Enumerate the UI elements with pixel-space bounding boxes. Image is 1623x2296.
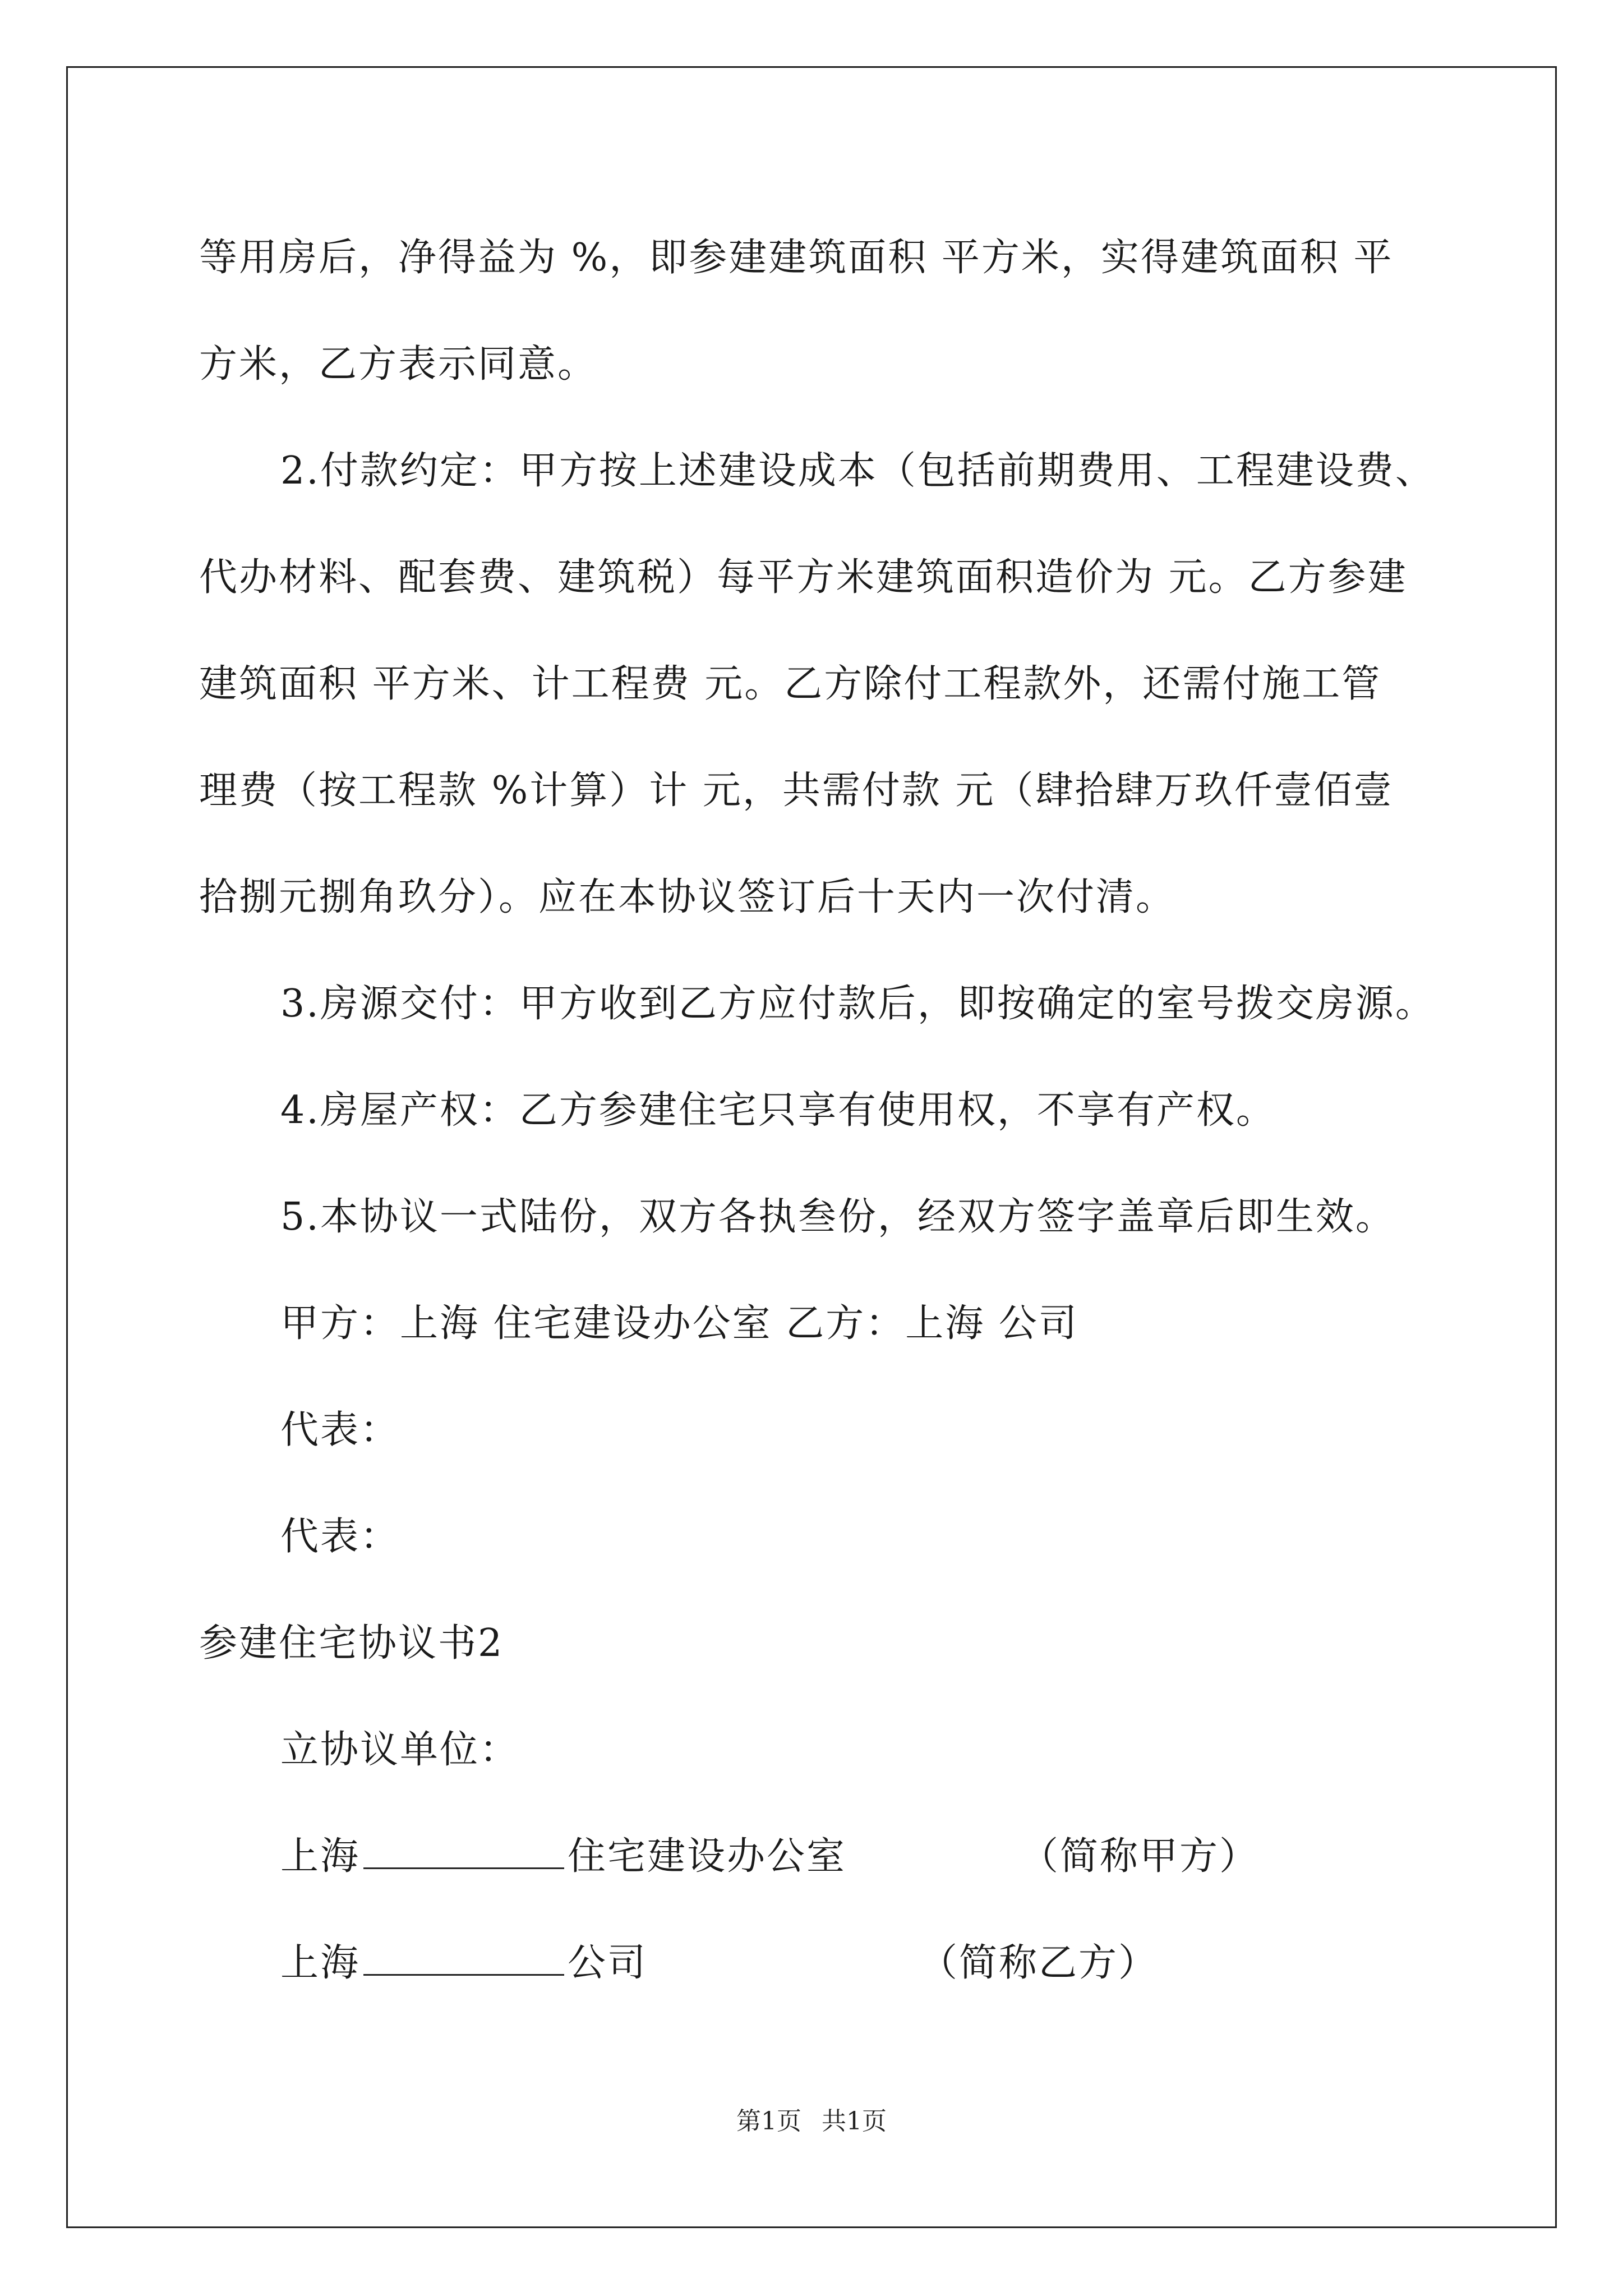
party-b-blank [363,1941,564,1976]
document-body [199,205,1438,2017]
paragraph-line: 方米，乙方表示同意。 [199,342,598,386]
party-b-note: （简称乙方） [919,1941,1159,1985]
paragraph-line: 代办材料、配套费、建筑税）每平方米建筑面积造价为 元。乙方参建 [199,555,1408,600]
party-a-line [199,1803,1438,1910]
parties-heading: 立协议单位： [280,1728,520,1772]
clause-2-line: 2.付款约定：甲方按上述建设成本（包括前期费用、工程建设费、 [280,449,1435,493]
party-a-name: 住宅建设办公室 [568,1834,847,1879]
representative-line: 代表： [280,1515,400,1559]
paragraph-line: 理费（按工程款 %计算）计 元，共需付款 元（肆拾肆万玖仟壹佰壹 [199,769,1394,813]
paragraph-line: 等用房后，净得益为 %，即参建建筑面积 平方米，实得建筑面积 平 [199,236,1394,280]
clause-4-line: 4.房屋产权：乙方参建住宅只享有使用权，不享有产权。 [280,1088,1276,1133]
section-title: 参建住宅协议书2 [199,1621,504,1665]
party-b-name: 公司 [568,1941,648,1985]
party-a-note: （简称甲方） [1020,1834,1260,1879]
clause-5-line: 5.本协议一式陆份，双方各执叁份，经双方签字盖章后即生效。 [280,1195,1395,1239]
party-a-blank [363,1835,564,1869]
page-total: 共1页 [822,2107,887,2136]
parties-signature-line: 甲方：上海 住宅建设办公室 乙方：上海 公司 [280,1301,1078,1346]
party-b-prefix: 上海 [280,1941,361,1985]
party-b-line [199,1910,1438,2017]
representative-line: 代表： [280,1408,400,1452]
paragraph-line: 建筑面积 平方米、计工程费 元。乙方除付工程款外，还需付施工管 [199,662,1382,706]
page-footer [0,2101,1623,2137]
clause-3-line: 3.房源交付：甲方收到乙方应付款后，即按确定的室号拨交房源。 [280,982,1435,1026]
page-number: 第1页 [736,2107,801,2136]
party-a-prefix: 上海 [280,1834,361,1879]
paragraph-line: 拾捌元捌角玖分）。应在本协议签订后十天内一次付清。 [199,875,1176,919]
